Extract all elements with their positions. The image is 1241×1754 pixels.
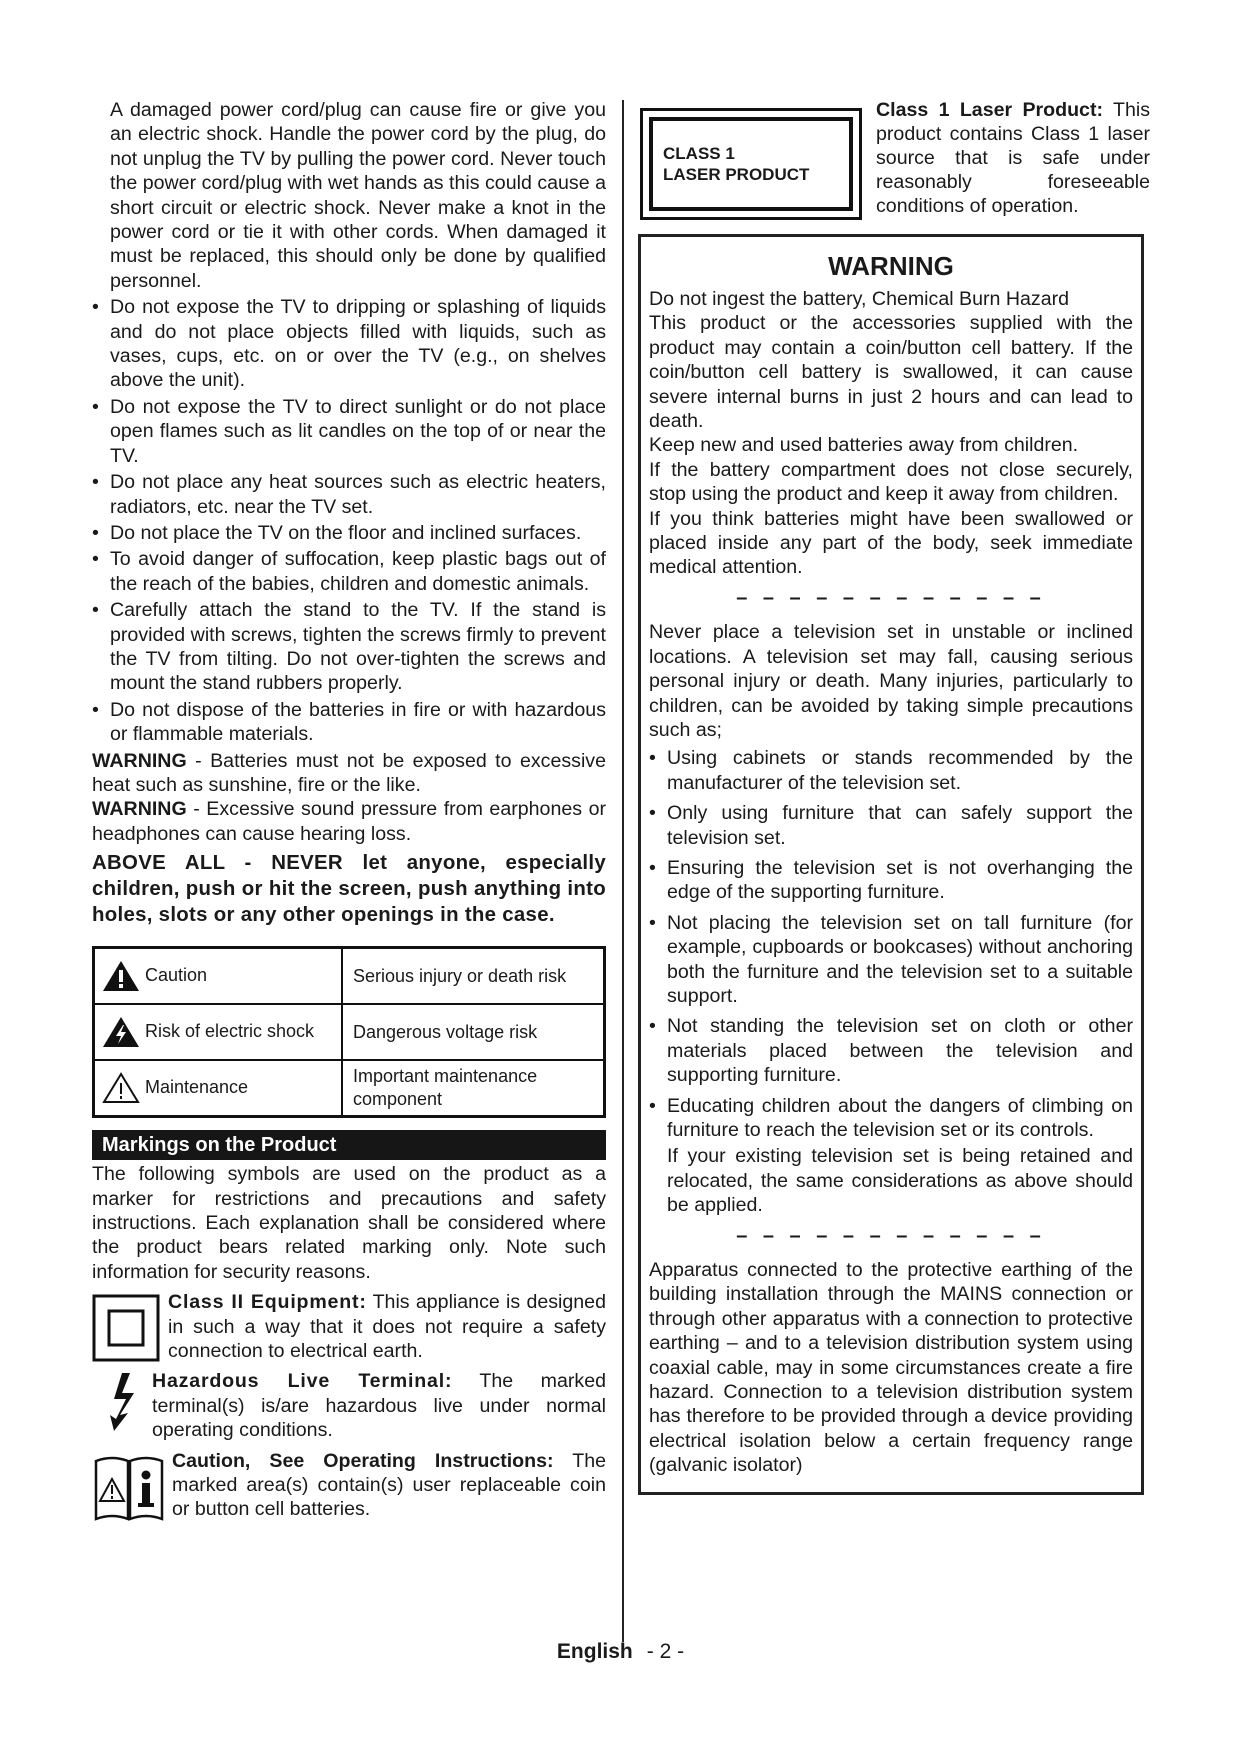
bullet-text: Only using furniture that can safely support the television set. (667, 802, 1133, 849)
list-item (92, 598, 606, 696)
class-ii-icon (92, 1294, 160, 1362)
power-cord-paragraph: A damaged power cord/plug can cause fire or give you an electric shock. Handle the power cord by the plug, do not unplug the TV by pulling the power cord. Never touch the power cord/plug with wet hands as this could cause a short circuit or electric shock. Never make a knot in the power cord or tie it with other cords. When damaged it must be replaced, this should only be done by qualified personnel. (110, 99, 606, 292)
symbol-text: The marked area(s) contain(s) user replaceable coin or button cell batteries. (172, 1449, 606, 1521)
markings-intro: The following symbols are used on the product as a marker for restrictions and precautions and safety instructions. Each explanation shall be considered where the product bears related marking only. Note such information for security reasons. (92, 1163, 606, 1283)
warning-label: WARNING (92, 749, 187, 772)
table-row (94, 1060, 605, 1117)
risk-label-cell (94, 1060, 343, 1117)
separator: – – – – – – – – – – – – (736, 586, 1046, 609)
list-item (92, 295, 606, 393)
battery-paragraph: Do not ingest the battery, Chemical Burn Hazard (649, 288, 1070, 310)
maintenance-triangle-icon (101, 1071, 141, 1105)
table-row (94, 1004, 605, 1060)
operating-instructions-symbol-row (92, 1449, 606, 1525)
bullet-text: Do not expose the TV to direct sunlight or do not place open flames such as lit candles on the top of or near the TV. (110, 395, 606, 467)
above-all-warning: ABOVE ALL - NEVER let anyone, especially children, push or hit the screen, push anything into holes, slots or any other openings in the case. (92, 852, 606, 927)
symbol-title: Class II Equipment: (168, 1291, 367, 1314)
bullet-text: Not standing the television set on cloth or other materials placed between the television and supporting furniture. (667, 1015, 1133, 1087)
bullet-text: Educating children about the dangers of climbing on furniture to reach the television set or its controls. (667, 1094, 1133, 1141)
list-item (649, 1094, 1133, 1143)
electric-shock-triangle-icon (101, 1015, 141, 1049)
risk-label-cell (94, 1004, 343, 1060)
list-item (649, 746, 1133, 795)
earthing-paragraph: Apparatus connected to the protective earthing of the building installation through the MAINS connection or through other apparatus with a connection to protective earthing – and to a television distribution system using coaxial cable, may in some circumstances create a fire hazard. Connection to a television distribution system has therefore to be provided through a device providing electrical isolation below a certain frequency range (galvanic isolator) (649, 1259, 1133, 1477)
bullet-text: Do not place the TV on the floor and inclined surfaces. (110, 521, 582, 544)
symbol-description (172, 1449, 606, 1522)
warning-box (638, 234, 1144, 1495)
battery-paragraph: If you think batteries might have been swallowed or placed inside any part of the body, seek immediate medical attention. (649, 507, 1133, 579)
symbol-text: This appliance is designed in such a way that it does not require a safety connection to electrical earth. (168, 1291, 606, 1363)
markings-section-title: Markings on the Product (92, 1130, 606, 1160)
safety-bullet-list (92, 295, 606, 746)
warning-label: WARNING (92, 798, 187, 821)
risk-label: Risk of electric shock (145, 1020, 315, 1041)
right-column (640, 98, 1150, 1495)
bullet-text: Using cabinets or stands recommended by the manufacturer of the television set. (667, 747, 1133, 794)
bullet-text: To avoid danger of suffocation, keep plastic bags out of the reach of the babies, children and domestic animals. (110, 548, 606, 595)
battery-heat-warning (92, 749, 606, 798)
list-item (649, 1014, 1133, 1087)
risk-desc-cell (342, 948, 605, 1005)
laser-label-line2: LASER PRODUCT (663, 165, 810, 184)
risk-label-cell (94, 948, 343, 1005)
stability-outro: If your existing television set is being retained and relocated, the same considerations as above should be applied. (667, 1145, 1133, 1217)
column-divider (622, 100, 624, 1642)
warning-text: - Excessive sound pressure from earphones or headphones can cause hearing loss. (92, 798, 606, 845)
separator: – – – – – – – – – – – – (736, 1224, 1046, 1247)
list-item (92, 395, 606, 468)
left-column (92, 98, 606, 1525)
battery-paragraph: Keep new and used batteries away from children. (649, 434, 1079, 457)
laser-title: Class 1 Laser Product: (876, 99, 1103, 121)
laser-label-line1: CLASS 1 (663, 144, 735, 163)
risk-description: Dangerous voltage risk (353, 1021, 538, 1042)
lightning-icon (92, 1369, 152, 1435)
risk-symbol-table (92, 946, 606, 1118)
stability-intro: Never place a television set in unstable or inclined locations. A television set may fall, causing serious personal injury or death. Many injuries, particularly to children, can be avoided by taking simple precautions such as; (649, 621, 1133, 741)
symbol-text: The marked terminal(s) is/are hazardous live under normal operating conditions. (152, 1370, 606, 1442)
list-item (92, 521, 606, 545)
bullet-text: Do not expose the TV to dripping or splashing of liquids and do not place objects filled with liquids, such as vases, cups, etc. on or over the TV (e.g., on shelves above the unit). (110, 296, 606, 392)
footer-language: English (556, 1640, 633, 1663)
page-footer (0, 1640, 1241, 1664)
operating-instructions-icon (92, 1453, 166, 1525)
bullet-text: Carefully attach the stand to the TV. If the stand is provided with screws, tighten the screws firmly to prevent the TV from tilting. Do not over-tighten the screws and mount the stand rubbers properly. (110, 599, 606, 695)
battery-paragraph: This product or the accessories supplied with the product may contain a coin/button cell battery. If the coin/button cell battery is swallowed, it can cause severe internal burns in just 2 hours and can lead to death. (649, 312, 1133, 433)
symbol-description (168, 1290, 606, 1363)
risk-desc-cell (342, 1060, 605, 1117)
laser-description (876, 98, 1150, 218)
battery-paragraph: If the battery compartment does not close securely, stop using the product and keep it away from children. (649, 458, 1133, 506)
risk-label: Maintenance (145, 1076, 249, 1097)
table-row (94, 948, 605, 1005)
risk-desc-cell (342, 1004, 605, 1060)
list-item (92, 698, 606, 747)
page-number: - 2 - (646, 1640, 685, 1663)
bullet-text: Not placing the television set on tall furniture (for example, cupboards or bookcases) without anchoring both the furniture and the television set to a suitable support. (667, 911, 1133, 1007)
class-ii-symbol-row (92, 1290, 606, 1363)
hearing-loss-warning (92, 797, 606, 846)
laser-label-inner (649, 117, 853, 211)
list-item (649, 911, 1133, 1009)
list-item (649, 856, 1133, 905)
hazardous-live-symbol-row (92, 1369, 606, 1442)
bullet-text: Ensuring the television set is not overhanging the edge of the supporting furniture. (667, 856, 1133, 904)
laser-product-section (640, 98, 1150, 220)
risk-label: Caution (145, 964, 208, 985)
bullet-text: Do not place any heat sources such as electric heaters, radiators, etc. near the TV set. (110, 471, 606, 518)
list-item (92, 547, 606, 596)
laser-text: This product contains Class 1 laser source that is safe under reasonably foreseeable conditions of operation. (876, 99, 1150, 217)
symbol-title: Hazardous Live Terminal: (152, 1370, 453, 1393)
list-item (92, 470, 606, 519)
risk-description: Important maintenance component (353, 1066, 538, 1110)
warning-title: WARNING (828, 251, 954, 281)
laser-label-box (640, 108, 862, 220)
bullet-text: Do not dispose of the batteries in fire or with hazardous or flammable materials. (110, 698, 606, 746)
list-item (649, 801, 1133, 850)
warning-text: - Batteries must not be exposed to excessive heat such as sunshine, fire or the like. (92, 749, 606, 796)
symbol-title: Caution, See Operating Instructions: (172, 1449, 554, 1472)
risk-description: Serious injury or death risk (353, 965, 567, 986)
symbol-description (152, 1369, 606, 1442)
caution-triangle-icon (101, 959, 141, 993)
stability-bullet-list (649, 746, 1133, 1142)
